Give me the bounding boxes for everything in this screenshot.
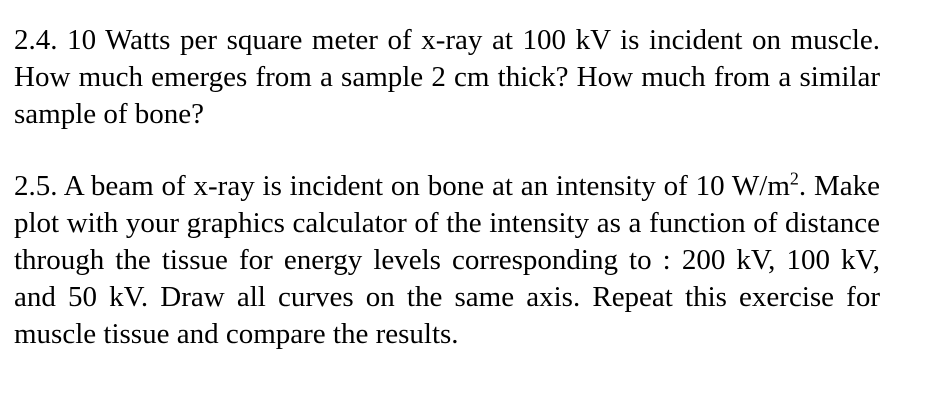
problem-2-4-text: 2.4. 10 Watts per square meter of x-ray at 100 kV is incident on muscle. How much emerges from a sample 2 cm thick? How much from a similar sample of bone?: [14, 24, 880, 130]
superscript-two: 2: [789, 168, 799, 189]
document-page: [14, 22, 880, 353]
problem-2-4: [14, 22, 880, 133]
problem-2-5: [14, 168, 880, 353]
problem-2-5-text-start: 2.5. A beam of x-ray is incident on bone at an intensity of 10 W/m: [14, 170, 790, 202]
problem-2-5-text-end: . Make plot with your graphics calculator of the intensity as a function of distance through the tissue for energy levels corresponding to : 200 kV, 100 kV, and 50 kV. Draw all curves on the same axis. Repeat this exercise for muscle tissue and compare the results.: [14, 170, 880, 350]
